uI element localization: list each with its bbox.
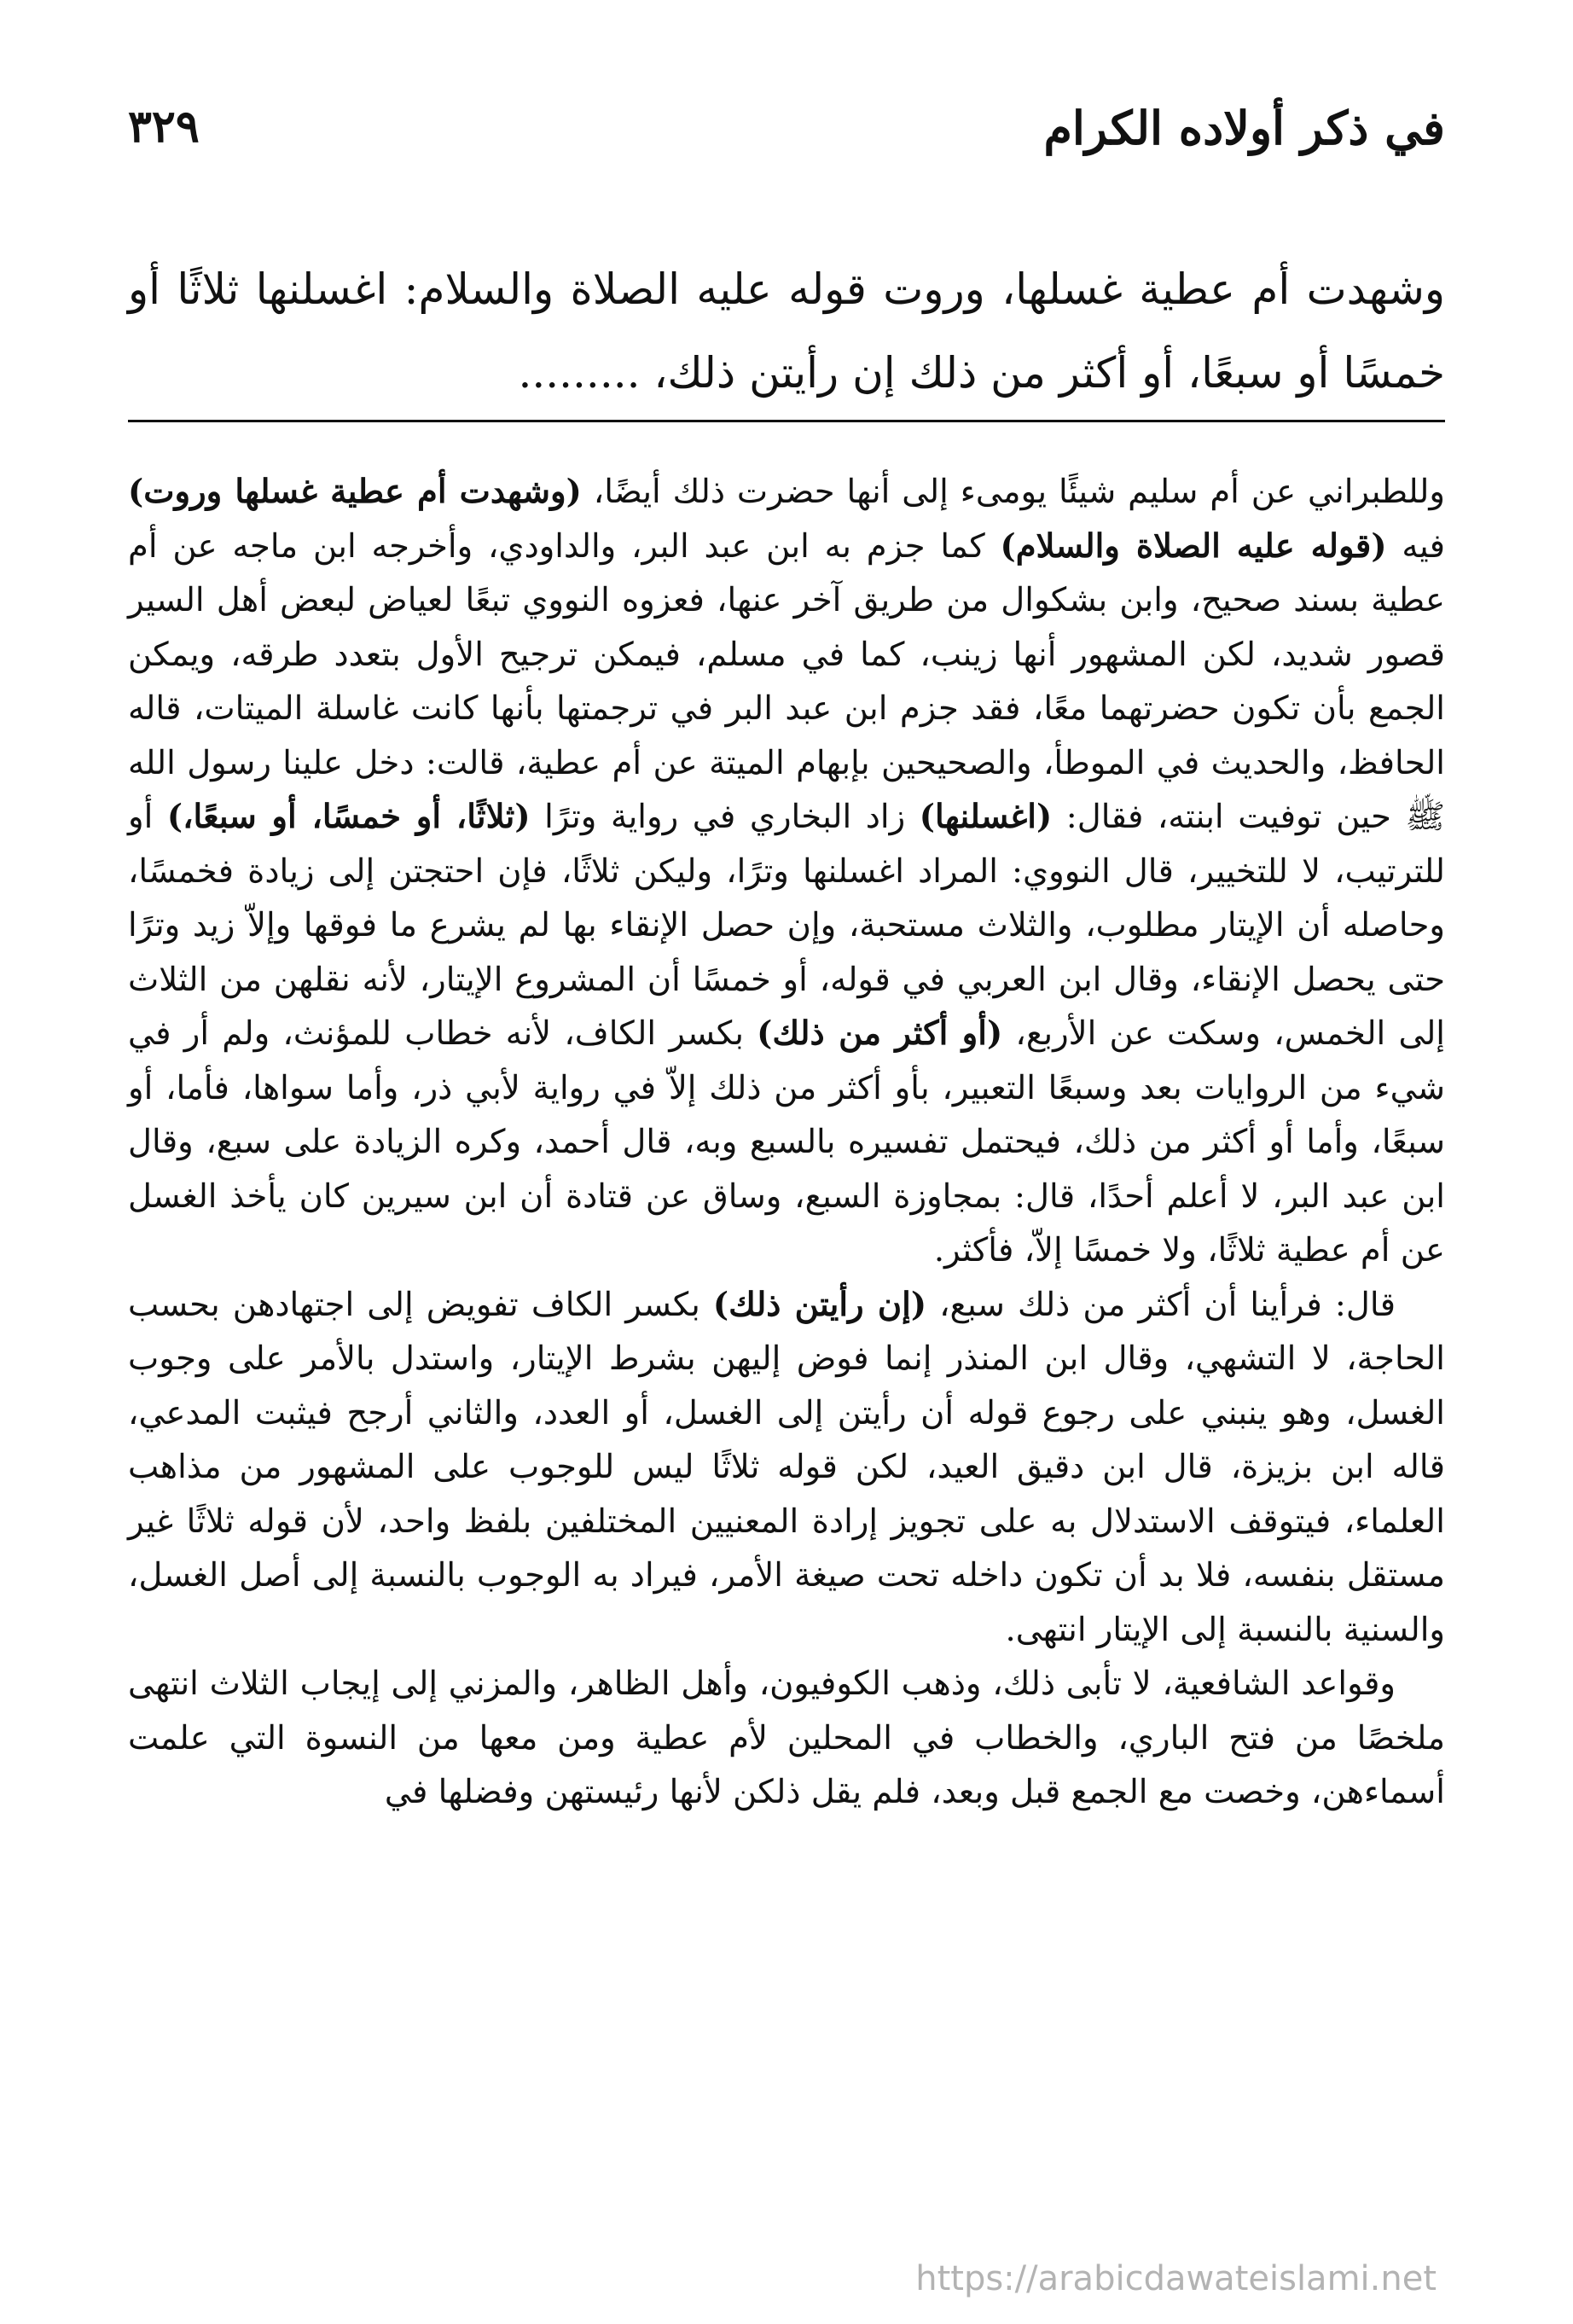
- quoted-phrase: (اغسلنها): [919, 798, 1053, 836]
- text-run: قال: فرأينا أن أكثر من ذلك سبع،: [926, 1285, 1396, 1324]
- commentary-paragraph: [128, 1278, 1445, 1658]
- main-text-body: وشهدت أم عطية غسلها، وروت قوله عليه الصلاة والسلام: اغسلنها ثلاثًا أو خمسًا أو سبعًا، أو أكثر من ذلك إن رأيتن ذلك،: [128, 264, 1445, 398]
- text-run: بكسر الكاف تفويض إلى اجتهادهن بحسب الحاجة، لا التشهي، وقال ابن المنذر إنما فوض إليهن بشرط الإيتار، واستدل بالأمر على وجوب الغسل، وهو ينبني على رجوع قوله أن رأيتن إلى الغسل، أو العدد، والثاني أرجح فيثبت المدعي، قاله ابن بزيزة، قال ابن دقيق العيد، لكن قوله ثلاثًا ليس للوجوب على المشهور من مذاهب العلماء، فيتوقف الاستدلال به على تجويز إرادة المعنيين المختلفين بلفظ واحد، لأن قوله ثلاثًا غير مستقل بنفسه، فلا بد أن تكون داخله تحت صيغة الأمر، فيراد به الوجوب بالنسبة إلى أصل الغسل، والسنية بالنسبة إلى الإيتار انتهى.: [128, 1285, 1445, 1649]
- text-run: كما جزم به ابن عبد البر، والداودي، وأخرجه ابن ماجه عن أم عطية بسند صحيح، وابن بشكوال من طريق آخر عنها، فعزوه النووي تبعًا لعياض لبعض أهل السير قصور شديد، لكن المشهور أنها زينب، كما في مسلم، فيمكن ترجيح الأول بتعدد طرقه، ويمكن الجمع بأن تكون حضرتهما معًا، فقد جزم ابن عبد البر في ترجمتها بأنها كانت غاسلة الميتات، قاله الحافظ، والحديث في الموطأ، والصحيحين بإبهام الميتة عن أم عطية، قالت: دخل علينا رسول الله ﷺ حين توفيت ابنته، فقال:: [128, 526, 1446, 836]
- ellipsis-dots: .........: [518, 348, 641, 398]
- commentary-paragraph: [128, 465, 1445, 1278]
- text-run: بكسر الكاف، لأنه خطاب للمؤنث، ولم أر في شيء من الروايات بعد وسبعًا التعبير، بأو أكثر من ذلك إلاّ في رواية لأبي ذر، وأما سواها، فأما، أو سبعًا، وأما أو أكثر من ذلك، فيحتمل تفسيره بالسبع وبه، قال أحمد، وكره الزيادة على سبع، وقال ابن عبد البر، لا أعلم أحدًا، قال: بمجاوزة السبع، وساق عن قتادة أن ابن سيرين كان يأخذ الغسل عن أم عطية ثلاثًا، ولا خمسًا إلاّ، فأكثر.: [128, 1014, 1445, 1269]
- watermark-url: https://arabicdawateislami.net: [915, 2259, 1437, 2298]
- quoted-phrase: (وشهدت أم عطية غسلها وروت): [128, 473, 582, 511]
- commentary-paragraph: وقواعد الشافعية، لا تأبى ذلك، وذهب الكوفيون، وأهل الظاهر، والمزني إلى إيجاب الثلاث انتهى ملخصًا من فتح الباري، والخطاب في المحلين لأم عطية ومن معها من النسوة التي علمت أسماءهن، وخصت مع الجمع قبل وبعد، فلم يقل ذلكن لأنها رئيستهن وفضلها في: [128, 1665, 1445, 1811]
- chapter-title: في ذكر أولاده الكرام: [1043, 101, 1445, 155]
- running-header: [128, 101, 1445, 177]
- text-run: وللطبراني عن أم سليم شيئًا يومىء إلى أنها حضرت ذلك أيضًا،: [581, 473, 1445, 511]
- separator-line: [128, 420, 1445, 422]
- quoted-phrase: (إن رأيتن ذلك): [712, 1285, 927, 1324]
- quoted-phrase: (أو أكثر من ذلك): [757, 1014, 1003, 1053]
- text-run: زاد البخاري في رواية وترًا: [530, 798, 920, 836]
- page-number: ٣٢٩: [128, 101, 200, 153]
- text-run: أو للترتيب، لا للتخيير، قال النووي: المراد اغسلنها وترًا، وليكن ثلاثًا، فإن احتجتن إلى زيادة فخمسًا، وحاصله أن الإيتار مطلوب، والثلاث مستحبة، وإن حصل الإنقاء بها لم يشرع ما فوقها وإلاّ زيد وترًا حتى يحصل الإنقاء، وقال ابن العربي في قوله، أو خمسًا أن المشروع الإيتار، لأنه نقلهن من الثلاث إلى الخمس، وسكت عن الأربع،: [128, 798, 1445, 1053]
- text-run: فيه: [1386, 526, 1445, 566]
- commentary: [128, 465, 1445, 1820]
- main-text: [128, 247, 1445, 415]
- quoted-phrase: (ثلاثًا، أو خمسًا، أو سبعًا،): [166, 798, 531, 836]
- quoted-phrase: (قوله عليه الصلاة والسلام): [1000, 526, 1387, 566]
